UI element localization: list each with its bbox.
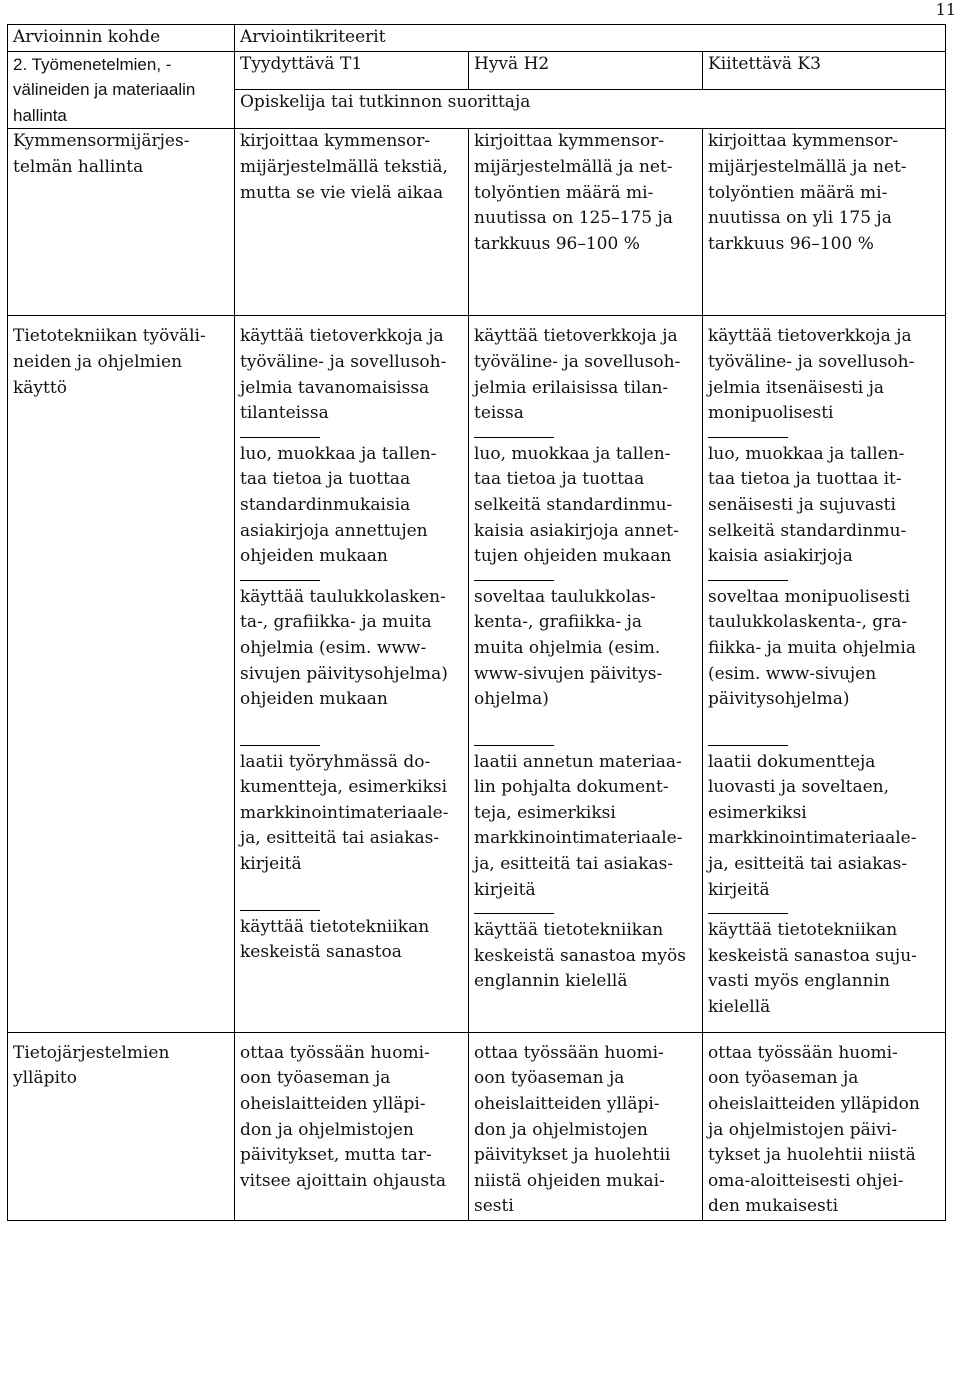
page-number: 11 [935, 0, 956, 19]
criteria-text: luo, muokkaa ja tallen- taa tietoa ja tuottaa selkeitä standardinmu- kaisia asiakirjoja annet- tujen ohjeiden mukaan [474, 443, 679, 567]
criteria-text: luo, muokkaa ja tallen- taa tietoa ja tuottaa it- senäisesti ja sujuvasti selkeitä standardinmu- kaisia asiakirjoja [708, 443, 907, 567]
separator-line [708, 913, 788, 914]
criteria-text: käyttää tietotekniikan keskeistä sanastoa [240, 916, 430, 963]
criteria-text: käyttää tietoverkkoja ja työväline- ja sovellusoh- jelmia tavanomaisissa tilanteissa [240, 326, 447, 424]
separator-line [474, 745, 554, 746]
criteria-text: ottaa työssään huomi- oon työaseman ja oheislaitteiden ylläpi- don ja ohjelmistojen päivitykset, mutta tar- vitsee ajoittain ohjausta [240, 1042, 447, 1191]
criteria-text: käyttää tietotekniikan keskeistä sanastoa myös englannin kielellä [474, 920, 686, 992]
criteria-text: kirjoittaa kymmensor- mijärjestelmällä ja net- tolyöntien määrä mi- nuutissa on 125–175 ja tarkkuus 96–100 % [474, 131, 673, 254]
row-target: Kymmensormijärjes- telmän hallinta [8, 129, 235, 316]
criteria-cell-h2 [469, 1032, 703, 1220]
level-k3: Kiitettävä K3 [703, 51, 946, 90]
separator-line [240, 580, 320, 581]
header-row [8, 25, 946, 52]
criteria-text: ottaa työssään huomi- oon työaseman ja oheislaitteiden ylläpidon ja ohjelmistojen päivi- tykset ja huolehtii niistä oma-aloitteisesti ohjei- den mukaisesti [708, 1042, 920, 1217]
row-target: Tietotekniikan työväli- neiden ja ohjelmien käyttö [8, 316, 235, 1032]
separator-line [474, 580, 554, 581]
criteria-row [8, 316, 946, 1032]
criteria-text: käyttää tietotekniikan keskeistä sanastoa suju- vasti myös englannin kielellä [708, 920, 917, 1018]
row-target: Tietojärjestelmien ylläpito [8, 1032, 235, 1220]
header-assessment-criteria: Arviointikriteerit [235, 25, 946, 52]
criteria-cell-t1 [235, 316, 469, 1032]
assessment-criteria-table [7, 24, 946, 1221]
criteria-cell-h2 [469, 316, 703, 1032]
separator-line [240, 910, 320, 911]
criteria-text: luo, muokkaa ja tallen- taa tietoa ja tuottaa standardinmukaisia asiakirjoja annettujen ohjeiden mukaan [240, 443, 437, 567]
separator-line [240, 745, 320, 746]
separator-line [474, 913, 554, 914]
criteria-text: laatii dokumentteja luovasti ja soveltaen, esimerkiksi markkinointimateriaale- ja, esitteitä tai asiakas- kirjeitä [708, 751, 917, 900]
criteria-text: laatii työryhmässä do- kumentteja, esimerkiksi markkinointimateriaale- ja, esitteitä tai asiakas- kirjeitä [240, 751, 449, 875]
criteria-cell-h2 [469, 129, 703, 316]
separator-line [474, 437, 554, 438]
criteria-text: soveltaa taulukkolas- kenta-, grafiikka- ja muita ohjelmia (esim. www-sivujen päivitys- ohjelma) [474, 586, 663, 710]
level-t1: Tyydyttävä T1 [235, 51, 469, 90]
subject-label: Opiskelija tai tutkinnon suorittaja [235, 90, 946, 129]
criteria-text: käyttää taulukkolasken- ta-, grafiikka- ja muita ohjelmia (esim. www- sivujen päivitysohjelma) ohjeiden mukaan [240, 586, 448, 710]
criteria-cell-t1 [235, 1032, 469, 1220]
criteria-text: ottaa työssään huomi- oon työaseman ja oheislaitteiden ylläpi- don ja ohjelmistojen päivitykset ja huolehtii niistä ohjeiden mukai- sesti [474, 1042, 671, 1217]
criteria-text: kirjoittaa kymmensor- mijärjestelmällä tekstiä, mutta se vie vielä aikaa [240, 131, 448, 203]
separator-line [708, 745, 788, 746]
criteria-cell-k3 [703, 316, 946, 1032]
level-row [8, 51, 946, 90]
criteria-cell-k3 [703, 129, 946, 316]
criteria-cell-k3 [703, 1032, 946, 1220]
level-h2: Hyvä H2 [469, 51, 703, 90]
separator-line [708, 437, 788, 438]
criteria-text: käyttää tietoverkkoja ja työväline- ja sovellusoh- jelmia erilaisissa tilan- teissa [474, 326, 681, 424]
separator-line [240, 437, 320, 438]
criteria-row [8, 129, 946, 316]
criteria-row [8, 1032, 946, 1220]
section-title: 2. Työmenetelmien, - välineiden ja materiaalin hallinta [8, 51, 235, 129]
separator-line [708, 580, 788, 581]
criteria-text: soveltaa monipuolisesti taulukkolaskenta-, gra- fiikka- ja muita ohjelmia (esim. www-sivujen päivitysohjelma) [708, 586, 916, 710]
criteria-text: käyttää tietoverkkoja ja työväline- ja sovellusoh- jelmia itsenäisesti ja monipuolisesti [708, 326, 915, 424]
criteria-cell-t1 [235, 129, 469, 316]
criteria-text: kirjoittaa kymmensor- mijärjestelmällä ja net- tolyöntien määrä mi- nuutissa on yli 175 ja tarkkuus 96–100 % [708, 131, 907, 254]
header-assessment-target: Arvioinnin kohde [8, 25, 235, 52]
criteria-text: laatii annetun materiaa- lin pohjalta dokument- teja, esimerkiksi markkinointimateriaale- ja, esitteitä tai asiakas- kirjeitä [474, 751, 683, 900]
